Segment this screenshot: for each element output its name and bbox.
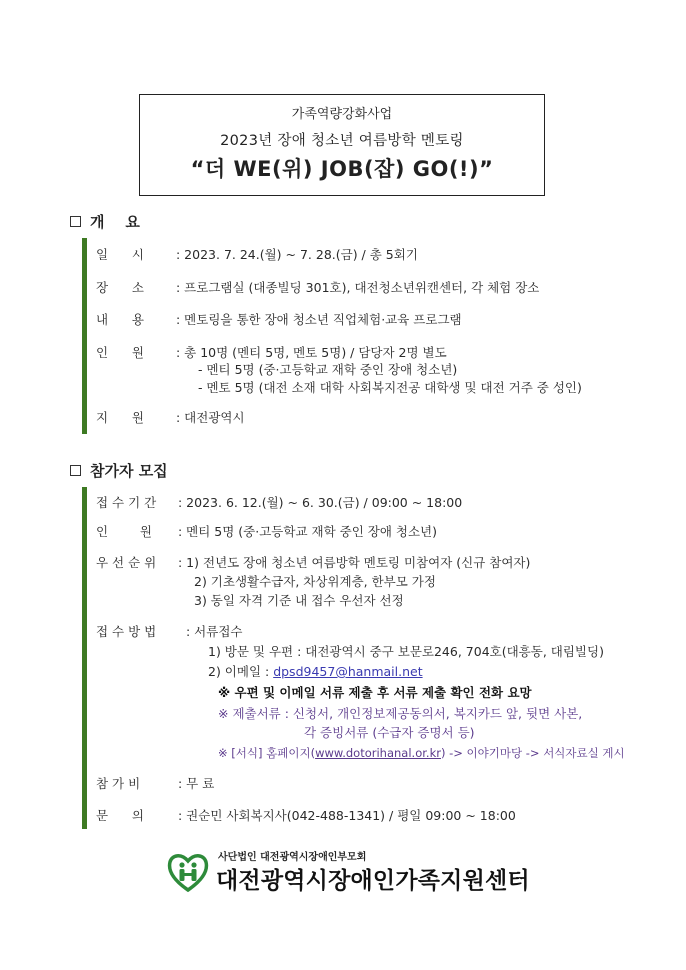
recruit-method-email-prefix: 2) 이메일 : (208, 664, 274, 679)
org-logo-icon (166, 850, 210, 894)
program-subtitle: 2023년 장애 청소년 여름방학 멘토링 (220, 133, 464, 149)
recruit-value-contact: : 권순민 사회복지사(042-488-1341) / 평일 09:00 ~ 18:00 (178, 808, 516, 823)
recruit-label-priority: 우 선 순 위 (96, 555, 157, 570)
recruit-form-prefix: ※ [서식] 홈페이지( (218, 746, 316, 760)
recruit-label-fee: 참 가 비 (96, 776, 141, 791)
overview-value-date: : 2023. 7. 24.(월) ~ 7. 28.(금) / 총 5회기 (176, 247, 418, 262)
section-recruit-heading (70, 460, 168, 481)
recruit-docs-line2: 각 증빙서류 (수급자 증명서 등) (304, 725, 475, 740)
recruit-form-info (218, 745, 625, 761)
overview-label-people: 인 원 (96, 345, 144, 360)
recruit-notice: ※ 우편 및 이메일 서류 제출 후 서류 제출 확인 전화 요망 (218, 685, 532, 700)
checkbox-icon (70, 216, 81, 227)
section-recruit-bar (82, 487, 87, 829)
recruit-form-suffix: ) -> 이야기마당 -> 서식자료실 게시 (440, 746, 625, 760)
overview-label-date: 일 시 (96, 247, 144, 262)
recruit-method-email (208, 662, 423, 680)
program-category: 가족역량강화사업 (291, 107, 393, 122)
recruit-value-method: : 서류접수 (186, 624, 243, 639)
recruit-priority-item-3: 3) 동일 자격 기준 내 접수 우선자 선정 (194, 593, 404, 608)
org-name: 대전광역시장애인가족지원센터 (216, 868, 530, 894)
overview-label-content: 내 용 (96, 312, 144, 327)
recruit-value-fee: : 무 료 (178, 776, 215, 791)
checkbox-icon (70, 465, 81, 476)
org-parent-name: 사단법인 대전광역시장애인부모회 (218, 852, 367, 863)
recruit-label-method: 접 수 방 법 (96, 624, 157, 639)
email-link[interactable]: dpsd9457@hanmail.net (273, 664, 423, 679)
recruit-label-contact: 문 의 (96, 808, 144, 823)
recruit-label-people: 인 원 (96, 524, 152, 539)
section-overview-title: 개 요 (90, 213, 140, 231)
recruit-value-period: : 2023. 6. 12.(월) ~ 6. 30.(금) / 09:00 ~ 18:00 (178, 495, 463, 510)
recruit-priority-item-2: 2) 기초생활수급자, 차상위계층, 한부모 가정 (194, 574, 436, 589)
homepage-link[interactable]: www.dotorihanal.or.kr (315, 746, 441, 760)
recruit-value-people: : 멘티 5명 (중·고등학교 재학 중인 장애 청소년) (178, 524, 437, 539)
recruit-method-visit: 1) 방문 및 우편 : 대전광역시 중구 보문로246, 704호(대흥동, 대림빌딩) (208, 644, 604, 659)
overview-value-support: : 대전광역시 (176, 410, 245, 425)
recruit-docs-line1: ※ 제출서류 : 신청서, 개인정보제공동의서, 복지카드 앞, 뒷면 사본, (218, 706, 583, 721)
section-recruit-title: 참가자 모집 (90, 462, 168, 480)
overview-value-place: : 프로그램실 (대종빌딩 301호), 대전청소년위캔센터, 각 체험 장소 (176, 280, 540, 295)
program-title: “더 WE(위) JOB(잡) GO(!)” (190, 157, 494, 181)
overview-value-mentee: - 멘티 5명 (중·고등학교 재학 중인 장애 청소년) (198, 362, 458, 377)
section-overview-bar (82, 238, 87, 434)
recruit-label-period: 접 수 기 간 (96, 495, 157, 510)
overview-value-content: : 멘토링을 통한 장애 청소년 직업체험·교육 프로그램 (176, 312, 462, 327)
overview-value-people: : 총 10명 (멘티 5명, 멘토 5명) / 담당자 2명 별도 (176, 345, 447, 360)
title-box (139, 94, 545, 196)
section-overview-heading (70, 211, 140, 232)
overview-label-place: 장 소 (96, 280, 144, 295)
recruit-priority-item-1: : 1) 전년도 장애 청소년 여름방학 멘토링 미참여자 (신규 참여자) (178, 555, 531, 570)
overview-value-mentor: - 멘토 5명 (대전 소재 대학 사회복지전공 대학생 및 대전 거주 중 성인) (198, 380, 582, 395)
overview-label-support: 지 원 (96, 410, 144, 425)
